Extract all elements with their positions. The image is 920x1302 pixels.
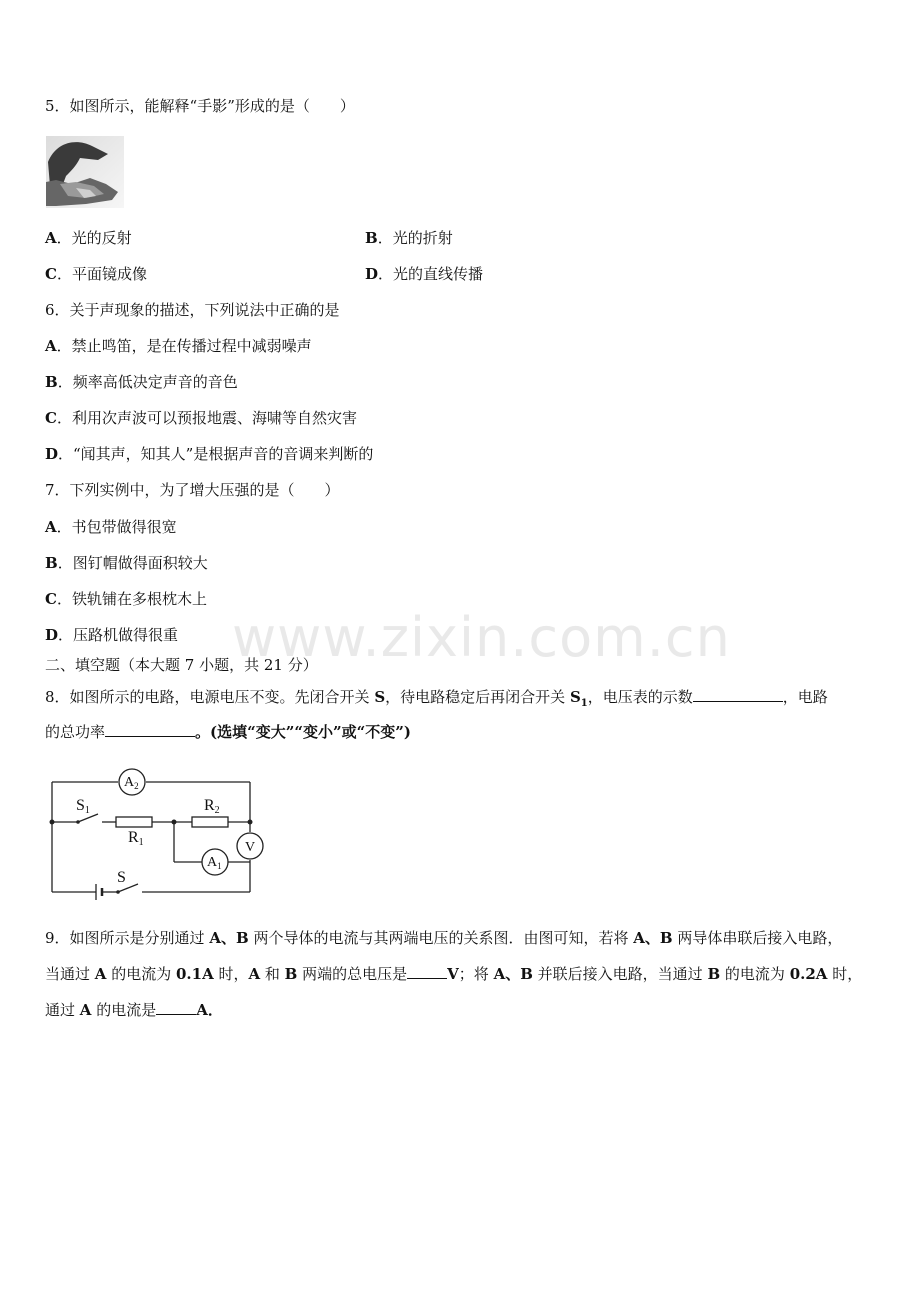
q7-option-b (45, 553, 208, 573)
watermark: www.zixin.com.cn (232, 606, 731, 669)
q6-option-d (45, 444, 373, 464)
q6-option-a-letter: A (45, 337, 57, 355)
label-a2-sub: 2 (134, 781, 139, 791)
circuit-diagram (40, 762, 275, 900)
q6-option-c-letter: C (45, 409, 57, 427)
label-r2-base: R (204, 797, 215, 814)
q8-switch-s1 (569, 688, 588, 709)
q9-a: A (493, 965, 506, 983)
q6-option-b-text: ．频率高低决定声音的音色 (57, 373, 238, 391)
label-s1-base: S (76, 797, 85, 814)
q8-switch-s: S (374, 688, 386, 706)
q9-blank-current[interactable] (156, 1000, 196, 1015)
q9-current-value-2: 0.2A (789, 965, 828, 983)
q9-text-2b: 的电流为 (106, 965, 176, 983)
q5-option-b-text: ．光的折射 (377, 229, 453, 247)
label-r1-base: R (128, 829, 139, 846)
q6-option-c-text: ．利用次声波可以预报地震、海啸等自然灾害 (56, 409, 357, 427)
resistor-r2 (192, 817, 228, 827)
q7-stem: 7．下列实例中，为了增大压强的是（ ） (45, 481, 340, 499)
q5-option-a (45, 228, 132, 248)
q9-current-value: 0.1A (175, 965, 214, 983)
q7-option-c-letter: C (45, 590, 57, 608)
q9-text-1c: 两导体串联后接入电路， (672, 929, 843, 947)
q6-option-c (45, 408, 357, 428)
q9-text-2d: 和 (260, 965, 285, 983)
label-r1 (128, 829, 144, 848)
q9-text-2e: 两端的总电压是 (297, 965, 408, 983)
q9-b: B (520, 965, 533, 983)
q9-sep: 、 (644, 929, 660, 947)
q5-option-b (365, 228, 453, 248)
q7-option-c-text: ．铁轨铺在多根枕木上 (56, 590, 207, 608)
q9-text-1a: 9．如图所示是分别通过 (45, 929, 210, 947)
q9-b: B (235, 929, 249, 947)
q6-stem: 6．关于声现象的描述，下列说法中正确的是 (45, 301, 340, 319)
label-r2 (204, 797, 220, 816)
q6-option-d-letter: D (45, 445, 59, 463)
q9-text-3b: 的电流是 (91, 1001, 157, 1019)
q5-option-a-letter: A (45, 229, 57, 247)
q9-line-3 (45, 1000, 223, 1020)
q8-blank-power[interactable] (105, 722, 195, 737)
q9-text-2i: 的电流为 (720, 965, 790, 983)
q9-b: B (659, 929, 673, 947)
q9-blank-voltage[interactable] (407, 964, 447, 979)
q8-line-1 (45, 687, 828, 714)
section-heading: 二、填空题（本大题 7 小题，共 21 分） (45, 656, 318, 674)
q5-option-d-letter: D (365, 265, 379, 283)
switch-s-pivot (116, 890, 120, 894)
q9-a: A (79, 1001, 92, 1019)
q9-line-1 (45, 928, 842, 948)
q6-option-a (45, 336, 312, 356)
q8-text-4: ，电路 (782, 688, 828, 706)
q8-text-2: ，待电路稳定后再闭合开关 (385, 688, 570, 706)
junction-left (50, 820, 55, 825)
label-s: S (117, 869, 126, 886)
q7-option-b-letter: B (45, 554, 58, 572)
q9-text-1b: 两个导体的电流与其两端电压的关系图．由图可知，若将 (248, 929, 634, 947)
q7-option-d (45, 625, 178, 645)
q9-text-2c: 时， (213, 965, 249, 983)
hand-shadow-photo (46, 136, 124, 208)
q6-option-b-letter: B (45, 373, 58, 391)
q8-switch-s1-sub: 1 (580, 698, 588, 709)
q9-unit-a: A (196, 1001, 208, 1019)
junction-mid (172, 820, 177, 825)
q5-option-c-letter: C (45, 265, 57, 283)
q8-text-6: 。(选填“变大”“变小”或“不变”) (195, 723, 411, 741)
q7-option-a-letter: A (45, 518, 57, 536)
q7-option-d-text: ．压路机做得很重 (58, 626, 179, 644)
q9-a: A (94, 965, 107, 983)
q7-option-a (45, 517, 177, 537)
q5-option-c-text: ．平面镜成像 (56, 265, 147, 283)
resistor-r1 (116, 817, 152, 827)
q7-option-a-text: ．书包带做得很宽 (56, 518, 177, 536)
label-r1-sub: 1 (138, 837, 144, 848)
q9-line-2 (45, 964, 862, 984)
label-r2-sub: 2 (214, 805, 220, 816)
q9-text-3a: 通过 (45, 1001, 80, 1019)
label-s1 (76, 797, 90, 816)
q5-option-c (45, 264, 147, 284)
junction-right (248, 820, 253, 825)
q6-option-d-text: ．“闻其声，知其人”是根据声音的音调来判断的 (58, 445, 374, 463)
switch-s1-pivot (76, 820, 80, 824)
q8-text-1: 8．如图所示的电路，电源电压不变。先闭合开关 (45, 688, 375, 706)
label-a1-sub: 1 (217, 861, 222, 871)
label-s1-sub: 1 (84, 805, 90, 816)
label-v: V (245, 840, 256, 855)
q5-option-a-text: ．光的反射 (56, 229, 132, 247)
q8-text-5: 的总功率 (45, 723, 106, 741)
q8-text-3: ，电压表的示数 (587, 688, 693, 706)
q9-b: B (707, 965, 721, 983)
q9-sep: 、 (505, 965, 521, 983)
q7-option-c (45, 589, 207, 609)
q7-option-d-letter: D (45, 626, 59, 644)
q6-option-a-text: ．禁止鸣笛，是在传播过程中减弱噪声 (56, 337, 312, 355)
q8-blank-voltmeter[interactable] (693, 687, 783, 702)
q5-stem: 5．如图所示，能解释“手影”形成的是（ ） (45, 97, 355, 115)
q5-option-d-text: ．光的直线传播 (378, 265, 484, 283)
q9-text-2f: ；将 (458, 965, 494, 983)
q9-unit-v: V (447, 965, 459, 983)
q8-line-2 (45, 722, 411, 742)
q9-a: A (248, 965, 261, 983)
q6-option-b (45, 372, 238, 392)
label-a1-base: A (207, 855, 218, 870)
q8-switch-s1-base: S (569, 688, 581, 706)
q9-text-2a: 当通过 (45, 965, 95, 983)
q5-option-d (365, 264, 483, 284)
q9-b: B (284, 965, 298, 983)
q9-a: A (209, 929, 221, 947)
q9-text-3c: ． (207, 1001, 223, 1019)
q7-option-b-text: ．图钉帽做得面积较大 (57, 554, 208, 572)
q9-a: A (633, 929, 645, 947)
q9-text-2h: 并联后接入电路，当通过 (532, 965, 708, 983)
q9-text-2j: 时， (827, 965, 863, 983)
label-a2-base: A (124, 775, 135, 790)
q5-option-b-letter: B (365, 229, 378, 247)
q9-sep: 、 (220, 929, 236, 947)
